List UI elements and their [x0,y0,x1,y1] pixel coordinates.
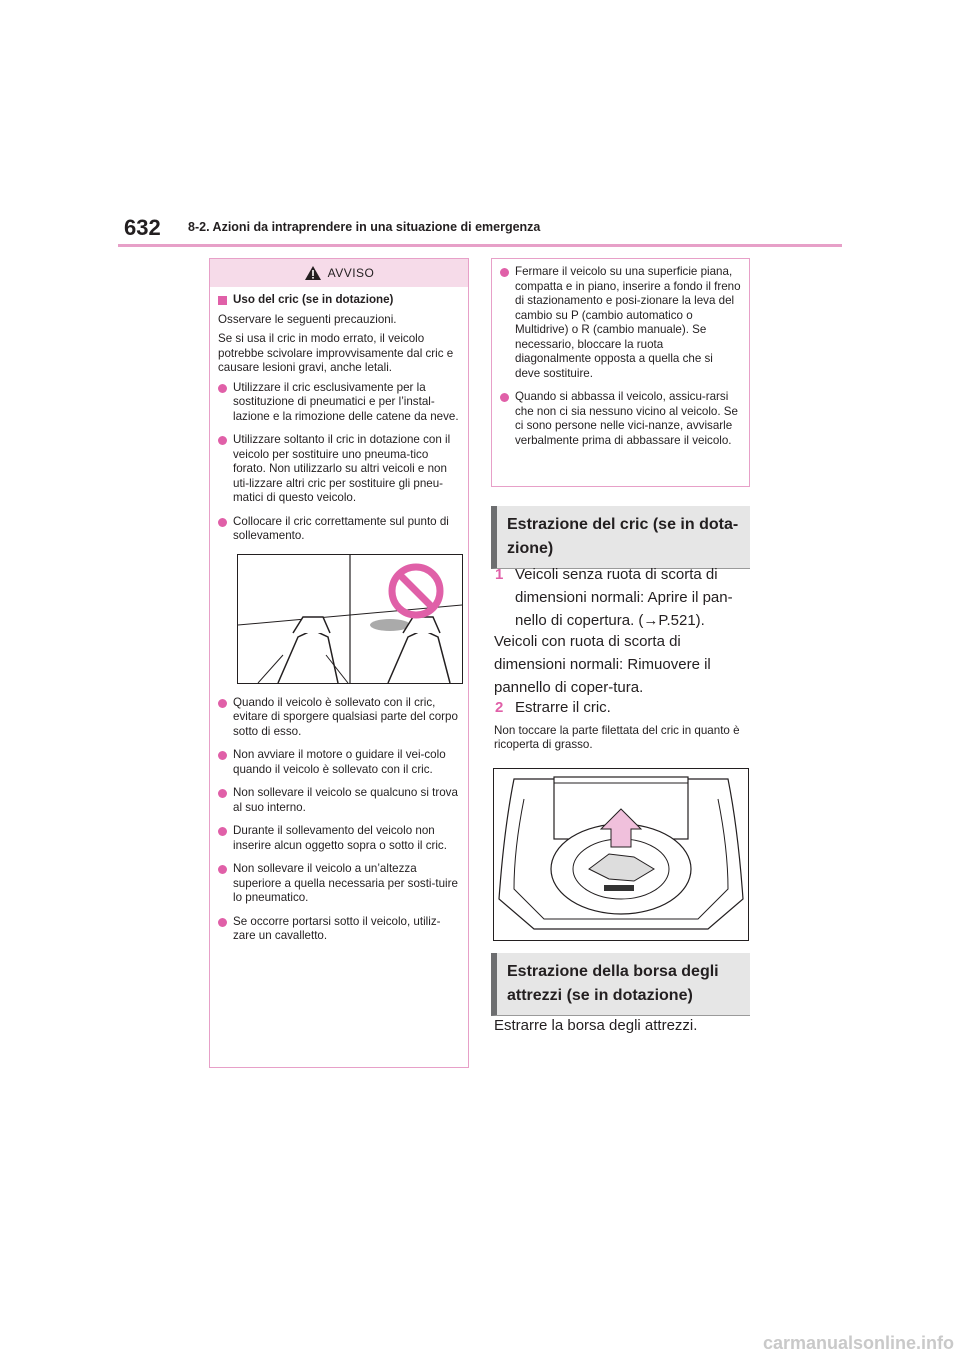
warning-triangle-icon [304,265,322,281]
square-bullet-icon [218,296,227,305]
step-number: 2 [495,699,504,716]
list-item: Quando si abbassa il veicolo, assicu-rarsi che non ci sia nessuno vicino al veicolo. Se ci sono persone nelle vici-nanze, avvisarle verbalmente prima di abbassare il veicolo. [500,390,741,448]
warning-title: AVVISO [327,266,375,280]
warning-header [210,259,468,287]
list-item: Fermare il veicolo su una superficie piana, compatta e in piano, inserire a fondo il freno di stazionamento e posi-zionare la leva del cambio su P (cambio automatico o Multidrive) o R (cambio manuale). Se necessario, bloccare la ruota diagonalmente opposta a quella che si deve sostituire. [500,265,741,381]
list-item: Se occorre portarsi sotto il veicolo, utiliz-zare un cavalletto. [218,915,460,944]
section-title: 8-2. Azioni da intraprendere in una situazione di emergenza [188,220,541,234]
list-item: Non sollevare il veicolo a un’altezza superiore a quella necessaria per sosti-tuire lo pneumatico. [218,862,460,906]
list-item: Non avviare il motore o guidare il vei-colo quando il veicolo è sollevato con il cric. [218,748,460,777]
step-text: Veicoli senza ruota di scorta di dimensioni normali: Aprire il pan-nello di copertura. (→P.521). [515,566,733,629]
step-1 [495,563,750,632]
warning-subheading: Uso del cric (se in dotazione) [218,293,460,308]
bullet-icon [218,751,227,760]
step-2 [495,696,750,719]
step-number: 1 [495,566,504,583]
bullet-icon [218,865,227,874]
step-text: Estrarre il cric. [515,699,611,716]
list-item: Collocare il cric correttamente sul punto di sollevamento. [218,515,460,544]
list-item: Durante il sollevamento del veicolo non inserire alcun oggetto sopra o sotto il cric. [218,824,460,853]
watermark: carmanualsonline.info [762,1333,954,1353]
list-item: Quando il veicolo è sollevato con il cric, evitare di sporgere qualsiasi parte del corpo sotto di esso. [218,696,460,740]
bullet-icon [218,827,227,836]
warning-intro-2: Se si usa il cric in modo errato, il veicolo potrebbe scivolare improvvisamente dal cric e causare lesioni gravi, anche letali. [218,332,454,374]
section-heading-jack: Estrazione del cric (se in dota-zione) [491,506,750,569]
jack-placement-illustration [237,554,463,684]
bullet-icon [218,918,227,927]
warning-continued-box [491,258,750,487]
list-item: Utilizzare soltanto il cric in dotazione con il veicolo per sostituire uno pneuma-tico forato. Non utilizzarlo su altri veicoli e non uti-lizzare altri cric per sostituire gli pneu-matici di questo veicolo. [218,433,460,506]
warning-box [209,258,469,1068]
list-item: Utilizzare il cric esclusivamente per la sostituzione di pneumatici e per l’instal-lazione e la rimozione delle catene da neve. [218,381,460,425]
bullet-icon [218,384,227,393]
header-rule [118,244,842,247]
note: Non toccare la parte filettata del cric in quanto è ricoperta di grasso. [494,724,740,751]
trunk-jack-illustration [493,768,749,941]
paragraph: Estrarre la borsa degli attrezzi. [494,1017,698,1034]
bullet-icon [218,436,227,445]
prohibition-icon [392,567,440,615]
bullet-icon [500,393,509,402]
section-heading-tool-bag: Estrazione della borsa degli attrezzi (se in dotazione) [491,953,750,1016]
bullet-icon [218,699,227,708]
list-item: Non sollevare il veicolo se qualcuno si trova al suo interno. [218,786,460,815]
paragraph: Veicoli con ruota di scorta di dimensioni normali: Rimuovere il pannello di coper-tura. [494,633,711,696]
bullet-icon [500,268,509,277]
warning-intro-1: Osservare le seguenti precauzioni. [218,312,397,326]
page-number: 632 [124,215,161,240]
bullet-icon [218,518,227,527]
bullet-icon [218,789,227,798]
